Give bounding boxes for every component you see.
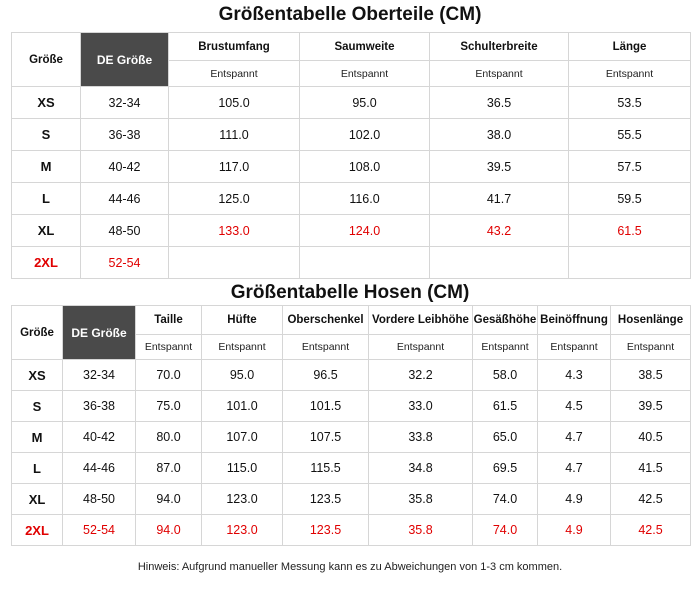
measurement-cell: 123.5	[283, 484, 369, 515]
measurement-cell: 4.9	[538, 515, 611, 546]
column-header: Saumweite	[300, 33, 430, 61]
size-label: M	[12, 422, 63, 453]
measurement-cell: 39.5	[430, 151, 569, 183]
table-row	[12, 422, 691, 453]
column-sublabel: Entspannt	[473, 335, 538, 360]
measurement-cell: 96.5	[283, 360, 369, 391]
measurement-cell: 40.5	[611, 422, 691, 453]
measurement-cell: 95.0	[202, 360, 283, 391]
measurement-cell: 111.0	[169, 119, 300, 151]
de-size-value: 36-38	[81, 119, 169, 151]
measurement-cell: 123.0	[202, 515, 283, 546]
measurement-cell: 70.0	[136, 360, 202, 391]
column-header: Vordere Leibhöhe	[369, 306, 473, 335]
measurement-cell: 57.5	[569, 151, 691, 183]
size-header: Größe	[12, 306, 63, 360]
measurement-cell: 53.5	[569, 87, 691, 119]
measurement-cell: 58.0	[473, 360, 538, 391]
measurement-cell: 94.0	[136, 515, 202, 546]
table-row	[12, 215, 691, 247]
tops-title: Größentabelle Oberteile (CM)	[218, 4, 482, 25]
measurement-cell: 61.5	[569, 215, 691, 247]
measurement-cell: 75.0	[136, 391, 202, 422]
measurement-cell: 42.5	[611, 515, 691, 546]
measurement-cell: 36.5	[430, 87, 569, 119]
measurement-cell: 4.5	[538, 391, 611, 422]
measurement-cell: 117.0	[169, 151, 300, 183]
measurement-note: Hinweis: Aufgrund manueller Messung kann es zu Abweichungen von 1-3 cm kommen.	[137, 561, 563, 573]
column-sublabel: Entspannt	[538, 335, 611, 360]
size-label: S	[12, 119, 81, 151]
size-header: Größe	[12, 33, 81, 87]
measurement-cell: 33.8	[369, 422, 473, 453]
measurement-cell: 124.0	[300, 215, 430, 247]
table-row	[12, 515, 691, 546]
measurement-cell: 125.0	[169, 183, 300, 215]
table-row	[12, 87, 691, 119]
measurement-cell: 115.5	[283, 453, 369, 484]
measurement-cell	[300, 247, 430, 279]
de-size-value: 44-46	[63, 453, 136, 484]
measurement-cell: 39.5	[611, 391, 691, 422]
measurement-cell: 108.0	[300, 151, 430, 183]
measurement-cell: 35.8	[369, 515, 473, 546]
de-size-value: 48-50	[81, 215, 169, 247]
measurement-cell: 33.0	[369, 391, 473, 422]
measurement-cell: 34.8	[369, 453, 473, 484]
measurement-cell	[569, 247, 691, 279]
column-header: Gesäßhöhe	[473, 306, 538, 335]
measurement-cell: 107.0	[202, 422, 283, 453]
pants-size-table	[11, 305, 691, 546]
measurement-cell: 123.0	[202, 484, 283, 515]
table-row	[12, 183, 691, 215]
measurement-cell: 74.0	[473, 484, 538, 515]
column-header: Hosenlänge	[611, 306, 691, 335]
size-label: S	[12, 391, 63, 422]
size-label: L	[12, 183, 81, 215]
measurement-cell: 59.5	[569, 183, 691, 215]
measurement-cell: 101.5	[283, 391, 369, 422]
measurement-cell	[430, 247, 569, 279]
measurement-cell: 95.0	[300, 87, 430, 119]
size-label: XS	[12, 87, 81, 119]
size-label: M	[12, 151, 81, 183]
pants-title: Größentabelle Hosen (CM)	[230, 282, 470, 303]
de-size-value: 32-34	[63, 360, 136, 391]
measurement-cell: 80.0	[136, 422, 202, 453]
measurement-cell: 65.0	[473, 422, 538, 453]
table-row	[12, 119, 691, 151]
measurement-cell: 101.0	[202, 391, 283, 422]
table-row	[12, 360, 691, 391]
size-label: L	[12, 453, 63, 484]
de-size-value: 36-38	[63, 391, 136, 422]
column-header: Brustumfang	[169, 33, 300, 61]
measurement-cell: 116.0	[300, 183, 430, 215]
column-header: Länge	[569, 33, 691, 61]
size-label: XS	[12, 360, 63, 391]
column-header: Hüfte	[202, 306, 283, 335]
measurement-cell: 38.5	[611, 360, 691, 391]
measurement-cell: 42.5	[611, 484, 691, 515]
measurement-cell: 61.5	[473, 391, 538, 422]
de-size-value: 40-42	[81, 151, 169, 183]
column-sublabel: Entspannt	[569, 61, 691, 87]
tops-table-body	[12, 87, 691, 279]
measurement-cell: 32.2	[369, 360, 473, 391]
column-header: Taille	[136, 306, 202, 335]
de-size-value: 52-54	[63, 515, 136, 546]
size-label: XL	[12, 215, 81, 247]
measurement-cell: 4.7	[538, 453, 611, 484]
de-size-header: DE Größe	[81, 33, 169, 87]
measurement-cell: 43.2	[430, 215, 569, 247]
measurement-cell: 102.0	[300, 119, 430, 151]
measurement-cell: 35.8	[369, 484, 473, 515]
de-size-value: 48-50	[63, 484, 136, 515]
size-label: 2XL	[12, 247, 81, 279]
column-sublabel: Entspannt	[202, 335, 283, 360]
column-sublabel: Entspannt	[611, 335, 691, 360]
column-header: Schulterbreite	[430, 33, 569, 61]
tops-size-table	[11, 32, 691, 279]
measurement-cell: 4.9	[538, 484, 611, 515]
measurement-cell: 69.5	[473, 453, 538, 484]
column-sublabel: Entspannt	[300, 61, 430, 87]
measurement-cell: 133.0	[169, 215, 300, 247]
measurement-cell: 107.5	[283, 422, 369, 453]
measurement-cell: 74.0	[473, 515, 538, 546]
column-sublabel: Entspannt	[169, 61, 300, 87]
column-sublabel: Entspannt	[283, 335, 369, 360]
measurement-cell: 38.0	[430, 119, 569, 151]
de-size-value: 32-34	[81, 87, 169, 119]
measurement-cell: 105.0	[169, 87, 300, 119]
de-size-value: 40-42	[63, 422, 136, 453]
pants-table-body	[12, 360, 691, 546]
de-size-value: 44-46	[81, 183, 169, 215]
size-label: 2XL	[12, 515, 63, 546]
measurement-cell: 94.0	[136, 484, 202, 515]
measurement-cell	[169, 247, 300, 279]
de-size-value: 52-54	[81, 247, 169, 279]
table-row	[12, 453, 691, 484]
measurement-cell: 55.5	[569, 119, 691, 151]
measurement-cell: 87.0	[136, 453, 202, 484]
measurement-cell: 115.0	[202, 453, 283, 484]
table-row	[12, 247, 691, 279]
table-row	[12, 391, 691, 422]
measurement-cell: 41.5	[611, 453, 691, 484]
table-row	[12, 151, 691, 183]
column-sublabel: Entspannt	[136, 335, 202, 360]
measurement-cell: 4.3	[538, 360, 611, 391]
measurement-cell: 123.5	[283, 515, 369, 546]
column-sublabel: Entspannt	[430, 61, 569, 87]
size-label: XL	[12, 484, 63, 515]
table-row	[12, 484, 691, 515]
column-sublabel: Entspannt	[369, 335, 473, 360]
column-header: Oberschenkel	[283, 306, 369, 335]
measurement-cell: 4.7	[538, 422, 611, 453]
column-header: Beinöffnung	[538, 306, 611, 335]
de-size-header: DE Größe	[63, 306, 136, 360]
measurement-cell: 41.7	[430, 183, 569, 215]
